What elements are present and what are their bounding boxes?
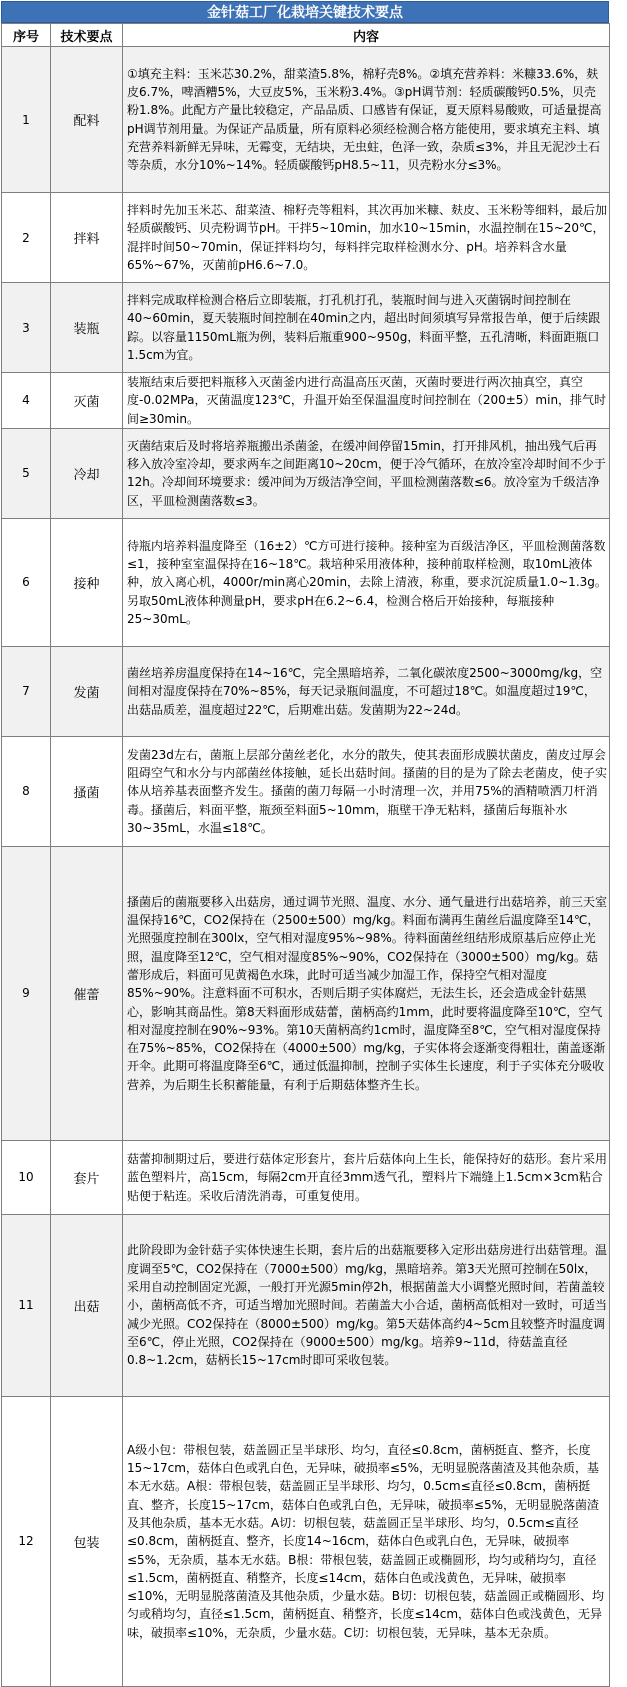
row-technique: 催蕾 <box>51 846 123 1140</box>
document <box>1 1 609 1687</box>
row-technique: 灭菌 <box>51 373 123 429</box>
row-technique: 套片 <box>51 1140 123 1214</box>
row-content: 菌丝培养房温度保持在14~16℃，完全黑暗培养，二氧化碳浓度2500~3000mg/kg，空间相对湿度保持在70%~85%，每天记录瓶间温度，不可超过18℃。如温度超过19℃，出菇品质差，温度超过22℃，后期难出菇。发菌期为22~24d。 <box>123 646 610 736</box>
row-content: 拌料时先加玉米芯、甜菜渣、棉籽壳等粗料，其次再加米糠、麸皮、玉米粉等细料，最后加轻质碳酸钙、贝壳粉调节pH。干拌5~10min，加水10~15min，水温控制在15~20℃，混拌时间50~70min，保证拌料均匀，每料拌完取样检测水分、pH。培养料含水量65%~67%，灭菌前pH6.6~7.0。 <box>123 193 610 283</box>
row-content: ①填充主料：玉米芯30.2%，甜菜渣5.8%，棉籽壳8%。②填充营养料：米糠33.6%，麸皮6.7%，啤酒糟5%，大豆皮5%，玉米粉3.4%。③pH调节剂：轻质碳酸钙0.5%，贝壳粉1.8%。此配方产量比较稳定，产品品质、口感皆有保证，夏天原料易酸败，可适量提高pH调节剂用量。为保证产品质量，所有原料必须经检测合格方能使用，要求填充主料、填充营养料新鲜无异味，无霉变，无结块，无虫蛀，色泽一致，杂质≤3%，并且无泥沙土石等杂质，水分10%~14%。轻质碳酸钙pH8.5~11，贝壳粉水分≤3%。 <box>123 47 610 193</box>
row-number: 10 <box>2 1140 51 1214</box>
row-content: 拌料完成取样检测合格后立即装瓶，打孔机打孔，装瓶时间与进入灭菌锅时间控制在40~60min，夏天装瓶时间控制在40min之内，超出时间须填写异常报告单，便于后续跟踪。以容量1150mL瓶为例，装料后瓶重900~950g，料面平整，五孔清晰，料面距瓶口1.5cm为宜。 <box>123 283 610 373</box>
row-number: 6 <box>2 518 51 646</box>
row-technique: 拌料 <box>51 193 123 283</box>
row-content: 搔菌后的菌瓶要移入出菇房，通过调节光照、温度、水分、通气量进行出菇培养，前三天室温保持16℃，CO2保持在（2500±500）mg/kg。料面布满再生菌丝后温度降至14℃，光照强度控制在300lx，空气相对湿度95%~98%。待料面菌丝纽结形成原基后应停止光照，温度降至12℃，空气相对湿度85%~90%，CO2保持在（3000±500）mg/kg。菇蕾形成后，料面可见黄褐色水珠，此时可适当减少加湿工作，保持空气相对湿度85%~90%。注意料面不可积水，否则后期子实体腐烂，无法生长，还会造成金针菇黑心，影响其商品性。第8天料面形成菇蕾，菌柄高约1mm，此时要将温度降至10℃，空气相对湿度控制在90%~93%。第10天菌柄高约1cm时，温度降至8℃，空气相对湿度保持在75%~85%，CO2保持在（4000±500）mg/kg，子实体将会逐渐变得粗壮，菌盖逐渐开伞。此期可将温度降至6℃，通过低温抑制，控制子实体生长速度，利于子实体充分吸收营养，为后期生长积蓄能量，有利于后期菇体整齐生长。 <box>123 846 610 1140</box>
row-technique: 包装 <box>51 1396 123 1686</box>
table-title: 金针菇工厂化栽培关键技术要点 <box>1 1 609 23</box>
row-technique: 接种 <box>51 518 123 646</box>
row-number: 7 <box>2 646 51 736</box>
row-technique: 发菌 <box>51 646 123 736</box>
row-content: 菇蕾抑制期过后，要进行菇体定形套片，套片后菇体向上生长，能保持好的菇形。套片采用蓝色塑料片，高15cm，每隔2cm开直径3mm透气孔，塑料片下端缝上1.5cm×3cm粘合贴便于粘连。采收后清洗消毒，可重复使用。 <box>123 1140 610 1214</box>
table-row <box>2 518 610 646</box>
table-row <box>2 1214 610 1396</box>
row-number: 1 <box>2 47 51 193</box>
table-row <box>2 1140 610 1214</box>
table-row <box>2 1396 610 1686</box>
row-number: 3 <box>2 283 51 373</box>
row-technique: 装瓶 <box>51 283 123 373</box>
row-number: 2 <box>2 193 51 283</box>
row-number: 8 <box>2 736 51 846</box>
row-technique: 出菇 <box>51 1214 123 1396</box>
row-content: 装瓶结束后要把料瓶移入灭菌釜内进行高温高压灭菌，灭菌时要进行两次抽真空，真空度-0.02MPa，灭菌温度123℃，升温开始至保温温度时间控制在（200±5）min，排气时间≥30min。 <box>123 373 610 429</box>
table-row <box>2 428 610 518</box>
row-content: A级小包：带根包装，菇盖圆正呈半球形、均匀，直径≤0.8cm，菌柄挺直、整齐，长度15~17cm，菇体白色或乳白色，无异味，破损率≤5%，无明显脱落菌渣及其他杂质，基本无水菇。A根：带根包装，菇盖圆正呈半球形、均匀，0.5cm≤直径≤0.8cm，菌柄挺直、整齐，长度15~17cm，菇体白色或乳白色，无异味，破损率≤5%，无明显脱落菌渣及其他杂质，基本无水菇。A切：切根包装，菇盖圆正呈半球形、均匀，0.5cm≤直径≤0.8cm，菌柄挺直、整齐，长度14~16cm，菇体白色或乳白色，无异味，破损率≤5%，无杂质，基本无水菇。B根：带根包装，菇盖圆正或椭圆形，均匀或稍均匀，直径≤1.5cm，菌柄挺直、稍整齐，长度≤14cm，菇体白色或浅黄色，无异味，破损率≤10%，无明显脱落菌渣及其他杂质，少量水菇。B切：切根包装，菇盖圆正或椭圆形、均匀或稍均匀，直径≤1.5cm，菌柄挺直、稍整齐，长度≤14cm，菇体白色或浅黄色，无异味，破损率≤10%，无杂质，少量水菇。C切：切根包装，无异味，基本无杂质。 <box>123 1396 610 1686</box>
row-technique: 搔菌 <box>51 736 123 846</box>
table-row <box>2 283 610 373</box>
header-point: 技术要点 <box>51 24 123 47</box>
table-row <box>2 373 610 429</box>
row-content: 待瓶内培养料温度降至（16±2）℃方可进行接种。接种室为百级洁净区，平皿检测菌落数≤1，接种室室温保持在16~18℃。栽培种采用液体种，接种前取样检测，取10mL液体种，放入离心机，4000r/min离心20min，去除上清液，称重，要求沉淀质量1.0~1.3g。另取50mL液体种测量pH，要求pH在6.2~6.4，检测合格后开始接种，每瓶接种25~30mL。 <box>123 518 610 646</box>
table-row <box>2 646 610 736</box>
technique-table <box>1 23 610 1687</box>
header-row <box>2 24 610 47</box>
row-technique: 冷却 <box>51 428 123 518</box>
header-no: 序号 <box>2 24 51 47</box>
row-technique: 配料 <box>51 47 123 193</box>
row-number: 12 <box>2 1396 51 1686</box>
table-row <box>2 846 610 1140</box>
table-row <box>2 193 610 283</box>
row-content: 灭菌结束后及时将培养瓶搬出杀菌釜，在缓冲间停留15min，打开排风机，抽出残气后再移入放冷室冷却，要求两车之间距离10~20cm，便于冷气循环，在放冷室冷却时间不少于12h。冷却间环境要求：缓冲间为万级洁净空间，平皿检测菌落数≤6。放冷室为千级洁净区，平皿检测菌落数≤3。 <box>123 428 610 518</box>
row-number: 5 <box>2 428 51 518</box>
row-content: 此阶段即为金针菇子实体快速生长期，套片后的出菇瓶要移入定形出菇房进行出菇管理。温度调至5℃，CO2保持在（7000±500）mg/kg，黑暗培养。第3天光照可控制在50lx，采用自动控制固定光源，一般打开光源5min停2h，根据菌盖大小调整光照时间，若菌盖较小，菌柄高低不齐，可适当增加光照时间。若菌盖大小合适，菌柄高低相对一致时，可适当减少光照。CO2保持在（8000±500）mg/kg。第5天菇体高约4~5cm且较整齐时温度调至6℃，停止光照，CO2保持在（9000±500）mg/kg。培养9~11d，待菇盖直径0.8~1.2cm，菇柄长15~17cm时即可采收包装。 <box>123 1214 610 1396</box>
row-number: 11 <box>2 1214 51 1396</box>
row-number: 4 <box>2 373 51 429</box>
header-content: 内容 <box>123 24 610 47</box>
row-number: 9 <box>2 846 51 1140</box>
table-row <box>2 736 610 846</box>
row-content: 发菌23d左右，菌瓶上层部分菌丝老化，水分的散失，使其表面形成膜状菌皮，菌皮过厚会阻碍空气和水分与内部菌丝体接触，延长出菇时间。搔菌的目的是为了除去老菌皮，使子实体从培养基表面整齐发生。搔菌的菌刀每隔一小时清理一次，并用75%的酒精喷洒刀杆消毒。搔菌后，料面平整，瓶颈至料面5~10mm，瓶壁干净无粘料，搔菌后每瓶补水30~35mL，水温≤18℃。 <box>123 736 610 846</box>
table-row <box>2 47 610 193</box>
